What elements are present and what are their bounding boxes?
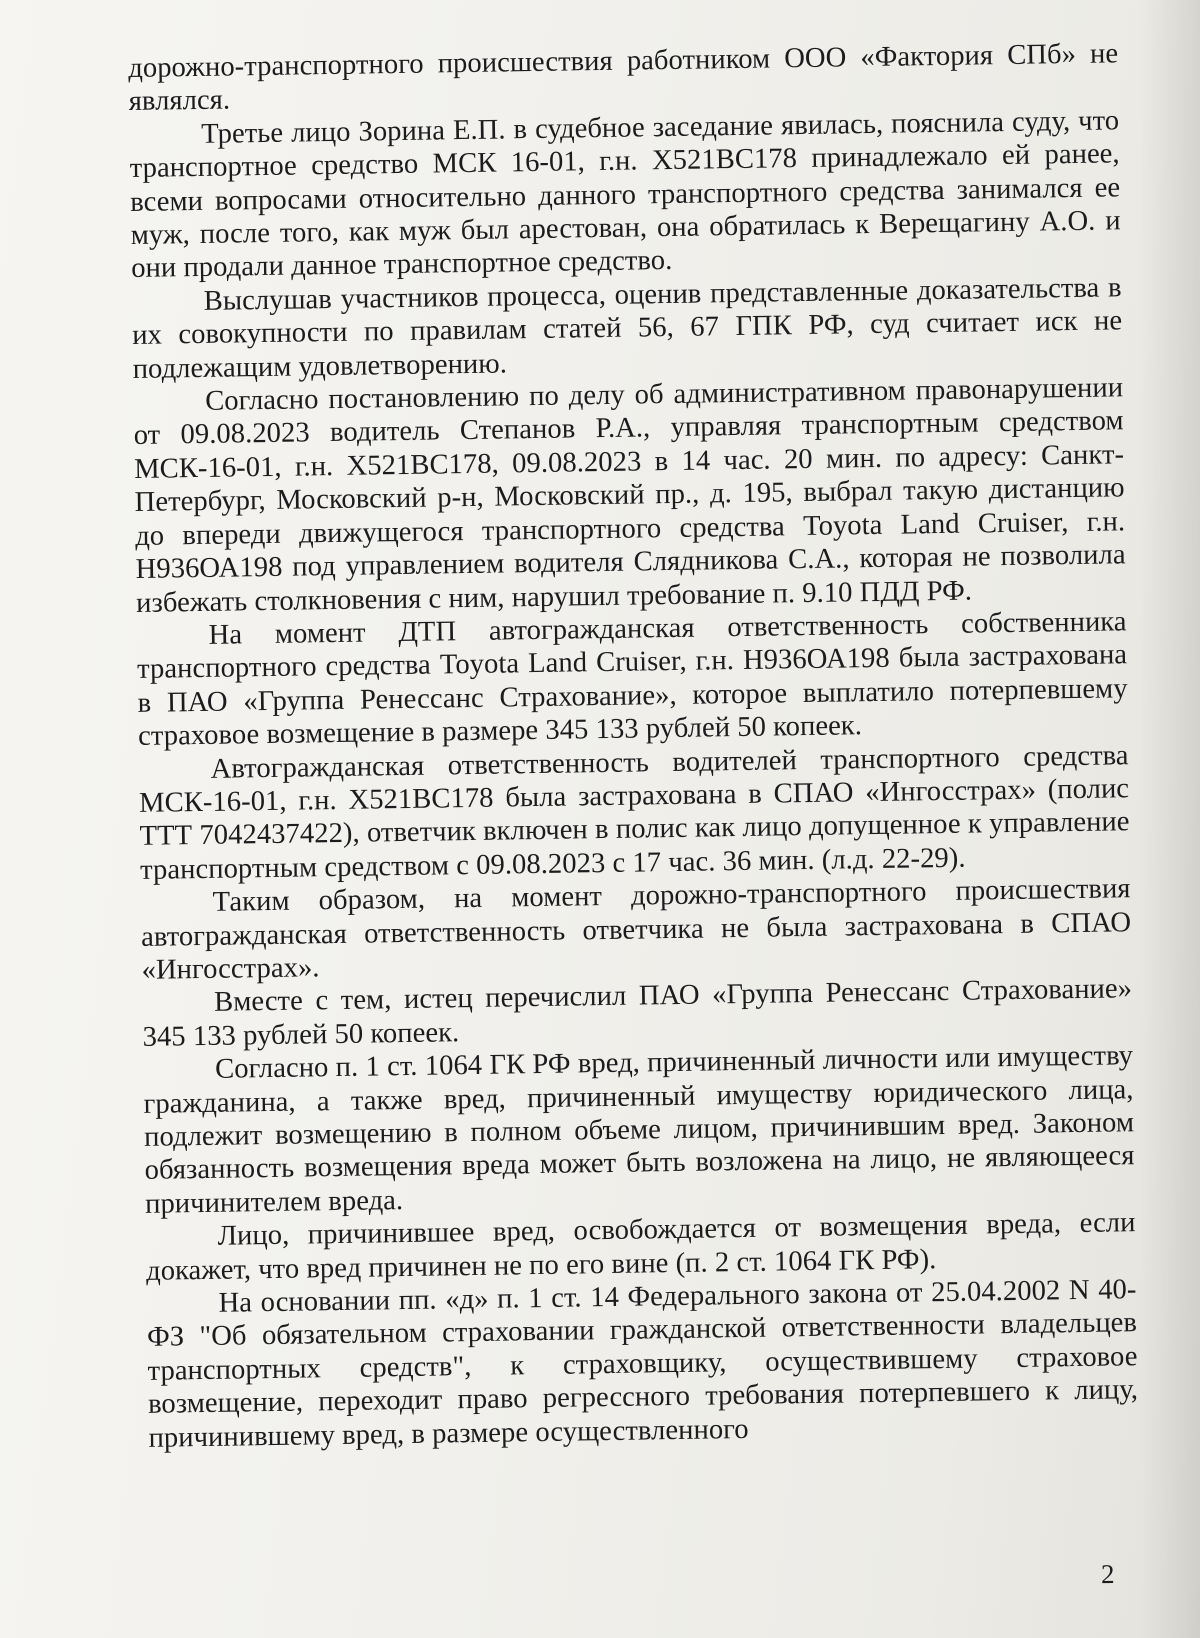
- page-number: 2: [1100, 1558, 1115, 1590]
- paragraph-conclusion-uninsured: Таким образом, на момент дорожно-транспортного происшествия автогражданская ответственность ответчика не была застрахована в СПАО «Ингосстрах».: [140, 873, 1132, 986]
- paragraph-civil-code-1064-1: Согласно п. 1 ст. 1064 ГК РФ вред, причиненный личности или имуществу гражданина, а также вред, причиненный имуществу юридического лица, подлежит возмещению в полном объеме лицом, причинившим вред. Законом обязанность возмещения вреда может быть возложена на лицо, не являющееся причинителем вреда.: [143, 1040, 1135, 1220]
- paragraph-insurance-defendant: Автогражданская ответственность водителей транспортного средства МСК-16-01, г.н. Х521ВС178 была застрахована в СПАО «Ингосстрах» (полис ТТТ 7042437422), ответчик включен в полис как лицо допущенное к управление транспортным средством с 09.08.2023 с 17 час. 36 мин. (л.д. 22-29).: [138, 739, 1130, 886]
- paragraph-continuation: дорожно-транспортного происшествия работником ООО «Фактория СПб» не являлся.: [128, 38, 1119, 118]
- paragraph-payment-transfer: Вместе с тем, истец перечислил ПАО «Группа Ренессанс Страхование» 345 133 рублей 50 копеек.: [142, 973, 1133, 1053]
- paragraph-administrative-ruling: Согласно постановлению по делу об административном правонарушении от 09.08.2023 водитель Степанов Р.А., управляя транспортным средством МСК-16-01, г.н. Х521ВС178, 09.08.2023 в 14 час. 20 мин. по адресу: Санкт-Петербург, Московский р-н, Московский пр., д. 195, выбрал такую дистанцию до впереди движущегося транспортного средства Toyota Land Cruiser, г.н. Н936ОА198 под управлением водителя Слядникова С.А., которая не позволила избежать столкновения с ним, нарушил требование п. 9.10 ПДД РФ.: [133, 372, 1126, 619]
- paragraph-court-assessment: Выслушав участников процесса, оценив представленные доказательства в их совокупности по правилам статей 56, 67 ГПК РФ, суд считает иск не подлежащим удовлетворению.: [131, 272, 1123, 385]
- document-body: [128, 37, 1139, 1455]
- paragraph-third-party-testimony: Третье лицо Зорина Е.П. в судебное заседание явилась, пояснила суду, что транспортное средство МСК 16-01, г.н. Х521ВС178 принадлежало ей ранее, всеми вопросами относительно данного транспортного средства занимался ее муж, после того, как муж был арестован, она обратилась к Верещагину А.О. и они продали данное транспортное средство.: [129, 105, 1121, 285]
- paragraph-insurance-victim: На момент ДТП автогражданская ответственность собственника транспортного средства Toyota Land Cruiser, г.н. Н936ОА198 была застрахована в ПАО «Группа Ренессанс Страхование», которое выплатило потерпевшему страховое возмещение в размере 345 133 рублей 50 копеек.: [136, 606, 1128, 753]
- paragraph-civil-code-1064-2: Лицо, причинившее вред, освобождается от возмещения вреда, если докажет, что вред причинен не по его вине (п. 2 ст. 1064 ГК РФ).: [145, 1207, 1136, 1287]
- paragraph-federal-law-40fz: На основании пп. «д» п. 1 ст. 14 Федерального закона от 25.04.2002 N 40-ФЗ "Об обязательном страховании гражданской ответственности владельцев транспортных средств", к страховщику, осуществившему страховое возмещение, переходит право регрессного требования потерпевшего к лицу, причинившему вред, в размере осуществленного: [146, 1274, 1139, 1454]
